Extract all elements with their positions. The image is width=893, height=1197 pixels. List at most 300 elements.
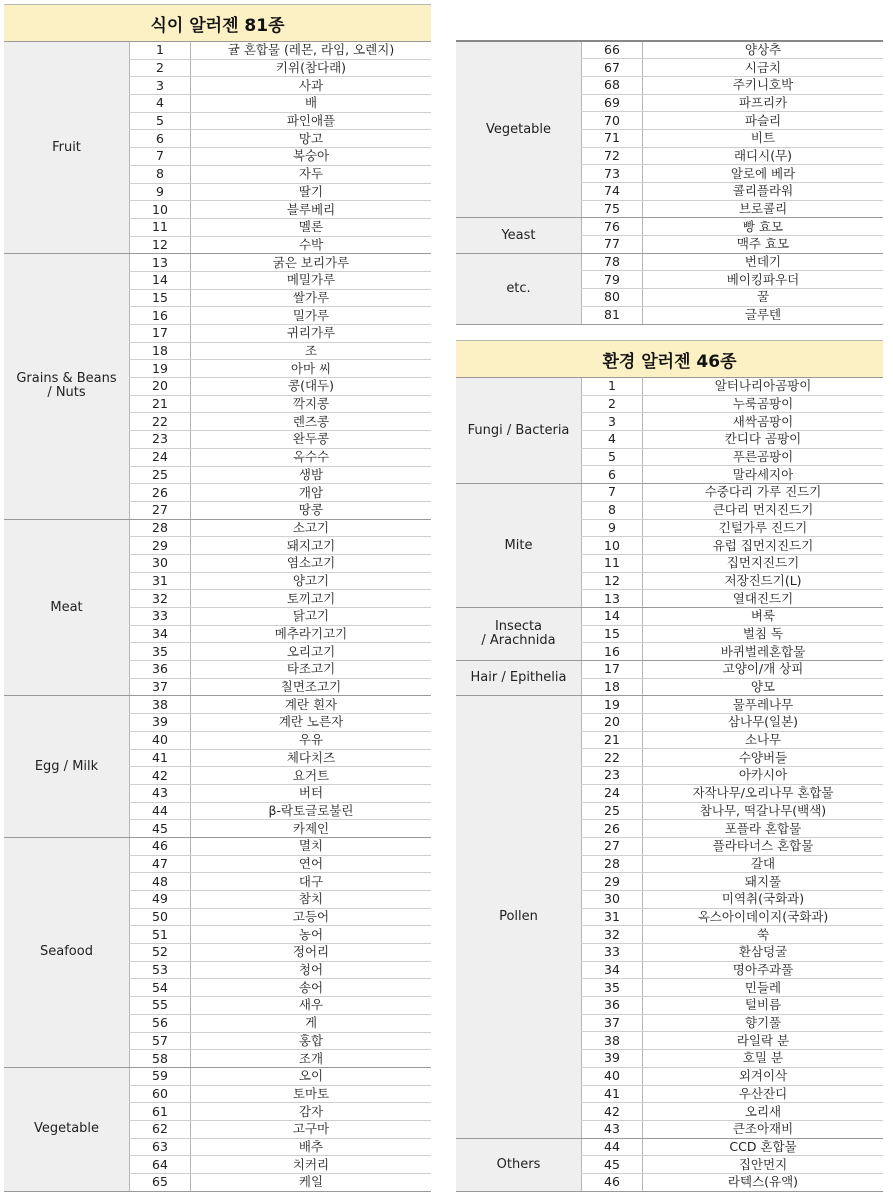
- item-number: 69: [582, 94, 643, 112]
- item-name: 고양이/개 상피: [643, 661, 884, 679]
- item-name: 아마 씨: [191, 360, 432, 378]
- item-number: 73: [582, 165, 643, 183]
- item-number: 53: [130, 961, 191, 979]
- item-name: 양고기: [191, 572, 432, 590]
- item-name: 삼나무(일본): [643, 714, 884, 732]
- item-number: 20: [130, 378, 191, 396]
- item-name: 저장진드기(L): [643, 572, 884, 590]
- category-cell: [4, 1067, 130, 1191]
- item-name: 대구: [191, 873, 432, 891]
- item-name: 명아주과풀: [643, 961, 884, 979]
- item-name: 플라타너스 혼합물: [643, 837, 884, 855]
- item-name: 배: [191, 95, 432, 113]
- item-name: 닭고기: [191, 608, 432, 626]
- item-number: 26: [582, 820, 643, 838]
- item-number: 40: [582, 1067, 643, 1085]
- table-row: [456, 661, 883, 679]
- item-name: 래디시(무): [643, 147, 884, 165]
- item-name: 열대진드기: [643, 590, 884, 608]
- category-cell: [456, 696, 582, 1138]
- category-cell: [456, 607, 582, 660]
- category-cell: [4, 42, 130, 254]
- item-name: 귤 혼합물 (레몬, 라임, 오렌지): [191, 42, 432, 60]
- category-cell: [456, 218, 582, 253]
- item-name: 소고기: [191, 519, 432, 537]
- item-number: 40: [130, 731, 191, 749]
- item-number: 60: [130, 1085, 191, 1103]
- item-number: 27: [130, 501, 191, 519]
- food-allergen-table-continued: [456, 40, 883, 325]
- item-name: 외겨이삭: [643, 1067, 884, 1085]
- category-label: Meat: [50, 599, 83, 615]
- item-number: 56: [130, 1014, 191, 1032]
- item-name: 키위(참다래): [191, 59, 432, 77]
- item-number: 14: [582, 607, 643, 625]
- item-name: 조: [191, 342, 432, 360]
- item-name: 돼지고기: [191, 537, 432, 555]
- item-name: 옥수수: [191, 448, 432, 466]
- item-name: 시금치: [643, 59, 884, 77]
- item-number: 6: [582, 466, 643, 484]
- item-name: 홍합: [191, 1032, 432, 1050]
- table-row: [456, 1138, 883, 1156]
- item-number: 5: [582, 448, 643, 466]
- table-row: [4, 254, 431, 272]
- item-name: 푸른곰팡이: [643, 448, 884, 466]
- category-label: Vegetable: [33, 1121, 100, 1137]
- item-name: 글루텐: [643, 306, 884, 324]
- item-number: 9: [582, 519, 643, 537]
- item-name: 청어: [191, 961, 432, 979]
- item-name: 게: [191, 1014, 432, 1032]
- item-number: 29: [130, 537, 191, 555]
- item-name: 깍지콩: [191, 395, 432, 413]
- table-row: [456, 607, 883, 625]
- item-number: 28: [582, 855, 643, 873]
- item-name: 케일: [191, 1174, 432, 1192]
- item-number: 11: [130, 218, 191, 236]
- item-number: 44: [130, 802, 191, 820]
- item-name: 집안먼지: [643, 1156, 884, 1174]
- item-number: 48: [130, 873, 191, 891]
- item-name: 수중다리 가루 진드기: [643, 484, 884, 502]
- item-number: 28: [130, 519, 191, 537]
- item-name: 조개: [191, 1050, 432, 1068]
- item-name: 알터나리아곰팡이: [643, 378, 884, 396]
- item-name: 오리새: [643, 1103, 884, 1121]
- category-label: Yeast: [501, 227, 536, 243]
- item-number: 46: [130, 837, 191, 855]
- item-number: 61: [130, 1103, 191, 1121]
- item-name: 큰조아재비: [643, 1120, 884, 1138]
- item-number: 74: [582, 183, 643, 201]
- item-name: 털비름: [643, 997, 884, 1015]
- category-label: Mite: [504, 537, 533, 553]
- item-name: 유럽 집먼지진드기: [643, 537, 884, 555]
- item-name: 생밤: [191, 466, 432, 484]
- category-cell: [456, 1138, 582, 1191]
- item-number: 6: [130, 130, 191, 148]
- table-row: [4, 837, 431, 855]
- item-name: CCD 혼합물: [643, 1138, 884, 1156]
- category-cell: [456, 661, 582, 696]
- item-name: 귀리가루: [191, 325, 432, 343]
- item-name: 집먼지진드기: [643, 554, 884, 572]
- item-number: 3: [582, 413, 643, 431]
- item-number: 79: [582, 271, 643, 289]
- item-name: 양모: [643, 678, 884, 696]
- item-number: 42: [130, 767, 191, 785]
- item-name: 연어: [191, 855, 432, 873]
- item-name: 참치: [191, 891, 432, 909]
- category-label: Fruit: [52, 139, 81, 155]
- item-name: 렌즈콩: [191, 413, 432, 431]
- item-name: 오이: [191, 1067, 432, 1085]
- item-number: 34: [582, 961, 643, 979]
- item-number: 8: [582, 501, 643, 519]
- item-name: 계란 흰자: [191, 696, 432, 714]
- item-number: 1: [582, 378, 643, 396]
- item-number: 32: [130, 590, 191, 608]
- category-label: etc.: [506, 280, 531, 296]
- item-number: 27: [582, 837, 643, 855]
- food-allergen-panel-continued: [456, 40, 883, 325]
- item-name: 정어리: [191, 944, 432, 962]
- item-name: 미역취(국화과): [643, 890, 884, 908]
- item-name: 호밀 분: [643, 1050, 884, 1068]
- item-number: 66: [582, 41, 643, 59]
- table-row: [4, 1067, 431, 1085]
- category-label: Fungi / Bacteria: [467, 422, 570, 438]
- item-number: 16: [582, 643, 643, 661]
- item-name: 농어: [191, 926, 432, 944]
- item-number: 22: [582, 749, 643, 767]
- item-name: 콩(대두): [191, 378, 432, 396]
- item-name: 송어: [191, 979, 432, 997]
- item-name: 계란 노른자: [191, 714, 432, 732]
- item-number: 81: [582, 306, 643, 324]
- category-label: Vegetable: [485, 121, 552, 137]
- item-name: 수박: [191, 236, 432, 254]
- food-allergen-title: 식이 알러젠 81종: [4, 4, 431, 41]
- item-number: 72: [582, 147, 643, 165]
- category-cell: [456, 41, 582, 218]
- item-number: 10: [582, 537, 643, 555]
- category-label: Grains & Beans / Nuts: [16, 371, 117, 401]
- item-name: 요거트: [191, 767, 432, 785]
- item-number: 19: [582, 696, 643, 714]
- item-name: 향기풀: [643, 1014, 884, 1032]
- item-name: 치커리: [191, 1156, 432, 1174]
- item-name: β-락토글로불린: [191, 802, 432, 820]
- item-number: 30: [130, 554, 191, 572]
- category-label: Hair / Epithelia: [470, 670, 567, 686]
- item-number: 10: [130, 201, 191, 219]
- item-number: 5: [130, 112, 191, 130]
- item-number: 67: [582, 59, 643, 77]
- category-label: Seafood: [40, 944, 93, 960]
- table-row: [456, 484, 883, 502]
- item-name: 딸기: [191, 183, 432, 201]
- item-number: 2: [582, 395, 643, 413]
- item-number: 23: [130, 431, 191, 449]
- item-name: 라일락 분: [643, 1032, 884, 1050]
- item-number: 17: [582, 661, 643, 679]
- item-name: 갈대: [643, 855, 884, 873]
- item-name: 멜론: [191, 218, 432, 236]
- item-name: 메추라기고기: [191, 625, 432, 643]
- item-name: 배추: [191, 1138, 432, 1156]
- item-number: 39: [582, 1050, 643, 1068]
- item-number: 23: [582, 767, 643, 785]
- item-number: 58: [130, 1050, 191, 1068]
- item-number: 55: [130, 997, 191, 1015]
- item-number: 7: [130, 148, 191, 166]
- item-number: 14: [130, 271, 191, 289]
- item-name: 메밀가루: [191, 271, 432, 289]
- item-number: 3: [130, 77, 191, 95]
- item-number: 24: [582, 784, 643, 802]
- env-allergen-panel: [456, 340, 883, 1192]
- item-name: 맥주 효모: [643, 236, 884, 254]
- table-row: [4, 42, 431, 60]
- env-allergen-table: [456, 377, 883, 1192]
- item-number: 24: [130, 448, 191, 466]
- item-number: 30: [582, 890, 643, 908]
- item-name: 멸치: [191, 837, 432, 855]
- item-number: 77: [582, 236, 643, 254]
- item-number: 49: [130, 891, 191, 909]
- item-number: 21: [582, 731, 643, 749]
- item-name: 말라세지아: [643, 466, 884, 484]
- item-number: 41: [582, 1085, 643, 1103]
- item-name: 바퀴벌레혼합물: [643, 643, 884, 661]
- item-name: 우유: [191, 731, 432, 749]
- env-allergen-title: 환경 알러젠 46종: [456, 340, 883, 377]
- table-row: [456, 378, 883, 396]
- category-label: Others: [496, 1156, 541, 1172]
- item-name: 땅콩: [191, 501, 432, 519]
- item-number: 33: [130, 608, 191, 626]
- category-cell: [4, 254, 130, 519]
- item-number: 18: [582, 678, 643, 696]
- item-number: 25: [130, 466, 191, 484]
- item-name: 쑥: [643, 926, 884, 944]
- food-allergen-table: [4, 41, 431, 1192]
- food-allergen-panel: [4, 4, 431, 1192]
- category-label: Pollen: [499, 908, 538, 924]
- item-name: 감자: [191, 1103, 432, 1121]
- item-name: 물푸레나무: [643, 696, 884, 714]
- item-name: 참나무, 떡갈나무(백색): [643, 802, 884, 820]
- item-number: 65: [130, 1174, 191, 1192]
- item-name: 오리고기: [191, 643, 432, 661]
- item-number: 16: [130, 307, 191, 325]
- item-number: 8: [130, 165, 191, 183]
- item-name: 밀가루: [191, 307, 432, 325]
- item-number: 4: [582, 431, 643, 449]
- category-cell: [4, 696, 130, 838]
- item-number: 38: [582, 1032, 643, 1050]
- item-number: 76: [582, 218, 643, 236]
- item-number: 36: [582, 997, 643, 1015]
- item-name: 타조고기: [191, 661, 432, 679]
- item-number: 57: [130, 1032, 191, 1050]
- item-name: 망고: [191, 130, 432, 148]
- item-name: 알로에 베라: [643, 165, 884, 183]
- item-number: 25: [582, 802, 643, 820]
- item-name: 염소고기: [191, 554, 432, 572]
- item-number: 37: [130, 678, 191, 696]
- item-name: 쌀가루: [191, 289, 432, 307]
- item-number: 32: [582, 926, 643, 944]
- item-name: 수양버들: [643, 749, 884, 767]
- item-number: 2: [130, 59, 191, 77]
- item-number: 12: [130, 236, 191, 254]
- item-number: 43: [582, 1120, 643, 1138]
- item-name: 옥스아이데이지(국화과): [643, 908, 884, 926]
- item-number: 9: [130, 183, 191, 201]
- item-number: 68: [582, 76, 643, 94]
- item-number: 13: [130, 254, 191, 272]
- item-name: 사과: [191, 77, 432, 95]
- item-name: 베이킹파우더: [643, 271, 884, 289]
- item-name: 자두: [191, 165, 432, 183]
- item-name: 칸디다 곰팡이: [643, 431, 884, 449]
- item-name: 큰다리 먼지진드기: [643, 501, 884, 519]
- item-number: 15: [130, 289, 191, 307]
- item-name: 복숭아: [191, 148, 432, 166]
- item-number: 17: [130, 325, 191, 343]
- item-number: 35: [582, 979, 643, 997]
- item-number: 52: [130, 944, 191, 962]
- item-number: 41: [130, 749, 191, 767]
- item-number: 44: [582, 1138, 643, 1156]
- item-number: 45: [130, 820, 191, 838]
- item-number: 20: [582, 714, 643, 732]
- table-row: [456, 696, 883, 714]
- item-name: 아카시아: [643, 767, 884, 785]
- item-number: 7: [582, 484, 643, 502]
- item-number: 54: [130, 979, 191, 997]
- item-name: 꿀: [643, 289, 884, 307]
- item-name: 굵은 보리가루: [191, 254, 432, 272]
- item-name: 환삼덩굴: [643, 944, 884, 962]
- item-name: 파슬리: [643, 112, 884, 130]
- item-name: 비트: [643, 129, 884, 147]
- item-number: 63: [130, 1138, 191, 1156]
- item-name: 포플라 혼합물: [643, 820, 884, 838]
- item-number: 59: [130, 1067, 191, 1085]
- item-name: 고등어: [191, 908, 432, 926]
- item-number: 11: [582, 554, 643, 572]
- item-number: 12: [582, 572, 643, 590]
- item-number: 4: [130, 95, 191, 113]
- item-name: 빵 효모: [643, 218, 884, 236]
- item-number: 46: [582, 1173, 643, 1191]
- item-number: 21: [130, 395, 191, 413]
- table-row: [456, 218, 883, 236]
- item-name: 소나무: [643, 731, 884, 749]
- table-row: [4, 519, 431, 537]
- item-name: 완두콩: [191, 431, 432, 449]
- category-cell: [4, 837, 130, 1067]
- category-label: Egg / Milk: [34, 758, 99, 774]
- item-name: 번데기: [643, 253, 884, 271]
- item-number: 50: [130, 908, 191, 926]
- item-number: 47: [130, 855, 191, 873]
- item-name: 브로콜리: [643, 200, 884, 218]
- category-cell: [456, 378, 582, 484]
- item-name: 토마토: [191, 1085, 432, 1103]
- item-name: 양상추: [643, 41, 884, 59]
- item-number: 26: [130, 484, 191, 502]
- item-name: 개암: [191, 484, 432, 502]
- item-name: 카제인: [191, 820, 432, 838]
- item-number: 51: [130, 926, 191, 944]
- item-number: 29: [582, 873, 643, 891]
- item-number: 33: [582, 944, 643, 962]
- table-row: [456, 253, 883, 271]
- item-number: 64: [130, 1156, 191, 1174]
- item-number: 39: [130, 714, 191, 732]
- item-number: 71: [582, 129, 643, 147]
- item-name: 새우: [191, 997, 432, 1015]
- item-name: 긴털가루 진드기: [643, 519, 884, 537]
- item-name: 고구마: [191, 1120, 432, 1138]
- item-number: 31: [582, 908, 643, 926]
- item-number: 31: [130, 572, 191, 590]
- item-name: 칠면조고기: [191, 678, 432, 696]
- table-row: [4, 696, 431, 714]
- item-name: 벌침 독: [643, 625, 884, 643]
- item-name: 파프리카: [643, 94, 884, 112]
- item-number: 38: [130, 696, 191, 714]
- item-number: 15: [582, 625, 643, 643]
- item-name: 누룩곰팡이: [643, 395, 884, 413]
- item-number: 45: [582, 1156, 643, 1174]
- item-name: 파인애플: [191, 112, 432, 130]
- item-number: 80: [582, 289, 643, 307]
- item-name: 블루베리: [191, 201, 432, 219]
- category-cell: [456, 253, 582, 324]
- item-name: 콜리플라워: [643, 183, 884, 201]
- item-number: 75: [582, 200, 643, 218]
- item-name: 버터: [191, 784, 432, 802]
- item-number: 18: [130, 342, 191, 360]
- item-number: 37: [582, 1014, 643, 1032]
- item-name: 돼지풀: [643, 873, 884, 891]
- item-number: 1: [130, 42, 191, 60]
- item-number: 78: [582, 253, 643, 271]
- item-number: 42: [582, 1103, 643, 1121]
- item-number: 70: [582, 112, 643, 130]
- item-number: 62: [130, 1120, 191, 1138]
- item-number: 36: [130, 661, 191, 679]
- item-name: 라텍스(유액): [643, 1173, 884, 1191]
- item-number: 34: [130, 625, 191, 643]
- item-number: 43: [130, 784, 191, 802]
- item-name: 주키니호박: [643, 76, 884, 94]
- item-name: 새싹곰팡이: [643, 413, 884, 431]
- category-label: Insecta / Arachnida: [481, 618, 556, 648]
- item-name: 토끼고기: [191, 590, 432, 608]
- table-row: [456, 41, 883, 59]
- item-number: 13: [582, 590, 643, 608]
- item-number: 19: [130, 360, 191, 378]
- category-cell: [4, 519, 130, 696]
- item-name: 민들레: [643, 979, 884, 997]
